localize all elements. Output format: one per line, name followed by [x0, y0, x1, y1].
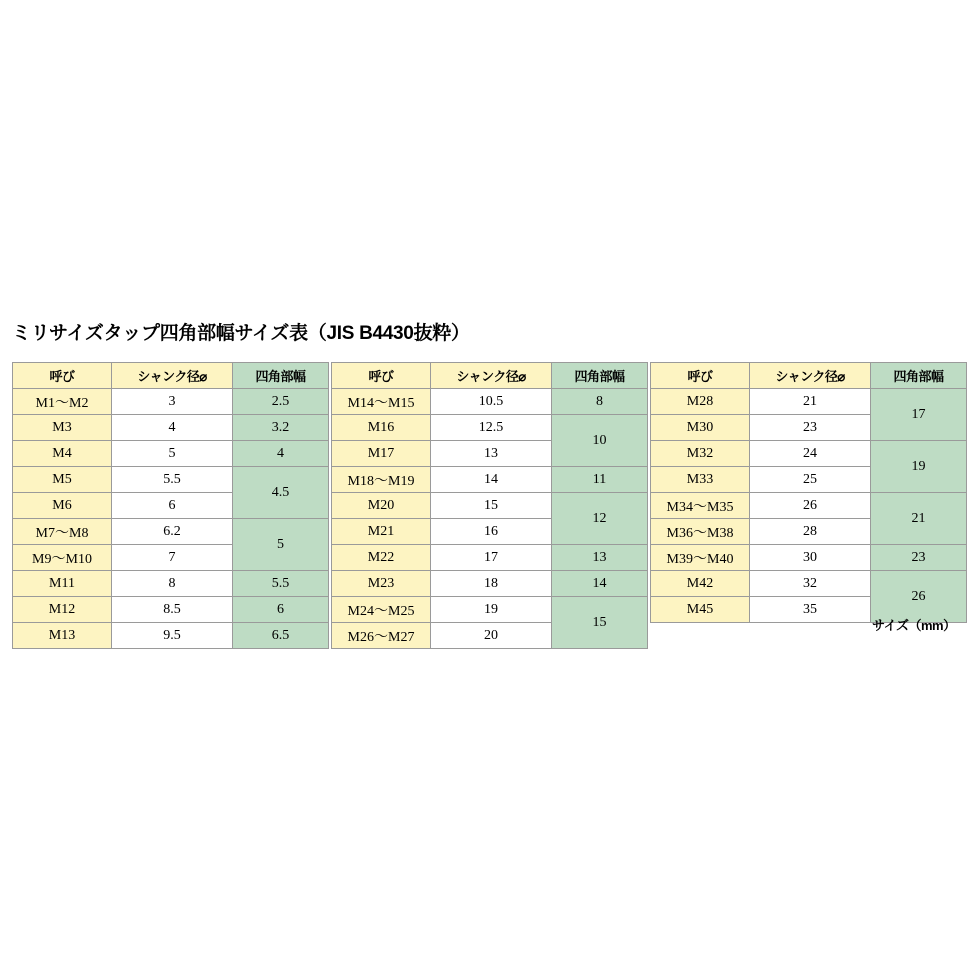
table-row: [13, 467, 967, 493]
cell-square-width: 4: [233, 441, 329, 467]
cell-thread-size: M12: [13, 597, 112, 623]
cell-thread-size: M30: [651, 415, 750, 441]
cell-square-width: 6.5: [233, 623, 329, 649]
cell-thread-size: M32: [651, 441, 750, 467]
table-row: [13, 597, 967, 623]
cell-thread-size: M13: [13, 623, 112, 649]
cell-thread-size: M26〜M27: [332, 623, 431, 649]
cell-thread-size: M4: [13, 441, 112, 467]
cell-shank-diameter: 5.5: [112, 467, 233, 493]
cell-square-width: 5: [233, 519, 329, 571]
cell-thread-size: M3: [13, 415, 112, 441]
cell-shank-diameter: 15: [431, 493, 552, 519]
table-row: [13, 571, 967, 597]
header-square-2: 四角部幅: [552, 363, 648, 389]
cell-shank-diameter: 13: [431, 441, 552, 467]
header-name-3: 呼び: [651, 363, 750, 389]
cell-thread-size: M20: [332, 493, 431, 519]
table-row: [13, 415, 967, 441]
cell-shank-diameter: 35: [750, 597, 871, 623]
cell-thread-size: M21: [332, 519, 431, 545]
cell-thread-size: M34〜M35: [651, 493, 750, 519]
cell-thread-size: M9〜M10: [13, 545, 112, 571]
header-square-1: 四角部幅: [233, 363, 329, 389]
cell-shank-diameter: 8.5: [112, 597, 233, 623]
table-row: [13, 519, 967, 545]
cell-square-width: 5.5: [233, 571, 329, 597]
cell-thread-size: M5: [13, 467, 112, 493]
cell-thread-size: M33: [651, 467, 750, 493]
cell-square-width: 3.2: [233, 415, 329, 441]
cell-shank-diameter: 18: [431, 571, 552, 597]
cell-square-width: 12: [552, 493, 648, 545]
header-shank-2: シャンク径⌀: [431, 363, 552, 389]
cell-thread-size: M6: [13, 493, 112, 519]
cell-shank-diameter: 26: [750, 493, 871, 519]
cell-thread-size: M11: [13, 571, 112, 597]
cell-thread-size: M7〜M8: [13, 519, 112, 545]
cell-square-width: 10: [552, 415, 648, 467]
cell-thread-size: M22: [332, 545, 431, 571]
header-name-2: 呼び: [332, 363, 431, 389]
table-row: [13, 389, 967, 415]
cell-square-width: 2.5: [233, 389, 329, 415]
cell-square-width: 17: [871, 389, 967, 441]
cell-thread-size: M39〜M40: [651, 545, 750, 571]
cell-shank-diameter: 6: [112, 493, 233, 519]
unit-note: サイズ（mm）: [872, 618, 956, 633]
cell-square-width: 8: [552, 389, 648, 415]
cell-shank-diameter: 3: [112, 389, 233, 415]
cell-shank-diameter: 14: [431, 467, 552, 493]
cell-square-width: 6: [233, 597, 329, 623]
cell-shank-diameter: 28: [750, 519, 871, 545]
cell-thread-size: M42: [651, 571, 750, 597]
cell-shank-diameter: 21: [750, 389, 871, 415]
cell-shank-diameter: 20: [431, 623, 552, 649]
cell-thread-size: M14〜M15: [332, 389, 431, 415]
tap-size-table-container: [12, 362, 967, 649]
cell-thread-size: M18〜M19: [332, 467, 431, 493]
cell-thread-size: M24〜M25: [332, 597, 431, 623]
table-row: [13, 545, 967, 571]
cell-blank: [750, 623, 871, 649]
cell-thread-size: M16: [332, 415, 431, 441]
cell-square-width: 21: [871, 493, 967, 545]
cell-square-width: 14: [552, 571, 648, 597]
cell-square-width: 13: [552, 545, 648, 571]
cell-square-width: 4.5: [233, 467, 329, 519]
tap-size-table: [12, 362, 967, 649]
cell-shank-diameter: 23: [750, 415, 871, 441]
cell-thread-size: M36〜M38: [651, 519, 750, 545]
table-header-row: [13, 363, 967, 389]
table-row: [13, 623, 967, 649]
cell-shank-diameter: 32: [750, 571, 871, 597]
cell-shank-diameter: 30: [750, 545, 871, 571]
cell-shank-diameter: 12.5: [431, 415, 552, 441]
cell-shank-diameter: 24: [750, 441, 871, 467]
cell-shank-diameter: 17: [431, 545, 552, 571]
cell-thread-size: M1〜M2: [13, 389, 112, 415]
cell-thread-size: M45: [651, 597, 750, 623]
cell-shank-diameter: 25: [750, 467, 871, 493]
cell-shank-diameter: 5: [112, 441, 233, 467]
cell-blank: [651, 623, 750, 649]
cell-shank-diameter: 9.5: [112, 623, 233, 649]
header-square-3: 四角部幅: [871, 363, 967, 389]
cell-square-width: 11: [552, 467, 648, 493]
cell-square-width: 23: [871, 545, 967, 571]
header-shank-1: シャンク径⌀: [112, 363, 233, 389]
cell-square-width: 26: [871, 571, 967, 623]
cell-shank-diameter: 8: [112, 571, 233, 597]
header-name-1: 呼び: [13, 363, 112, 389]
cell-shank-diameter: 4: [112, 415, 233, 441]
header-shank-3: シャンク径⌀: [750, 363, 871, 389]
cell-thread-size: M23: [332, 571, 431, 597]
table-row: [13, 493, 967, 519]
cell-thread-size: M28: [651, 389, 750, 415]
page-title: ミリサイズタップ四角部幅サイズ表（JIS B4430抜粋）: [12, 323, 470, 344]
table-head: [13, 363, 967, 389]
cell-square-width: 19: [871, 441, 967, 493]
cell-shank-diameter: 7: [112, 545, 233, 571]
cell-shank-diameter: 16: [431, 519, 552, 545]
cell-shank-diameter: 19: [431, 597, 552, 623]
cell-shank-diameter: 6.2: [112, 519, 233, 545]
cell-thread-size: M17: [332, 441, 431, 467]
cell-square-width: 15: [552, 597, 648, 649]
table-row: [13, 441, 967, 467]
table-body: [13, 389, 967, 649]
cell-shank-diameter: 10.5: [431, 389, 552, 415]
